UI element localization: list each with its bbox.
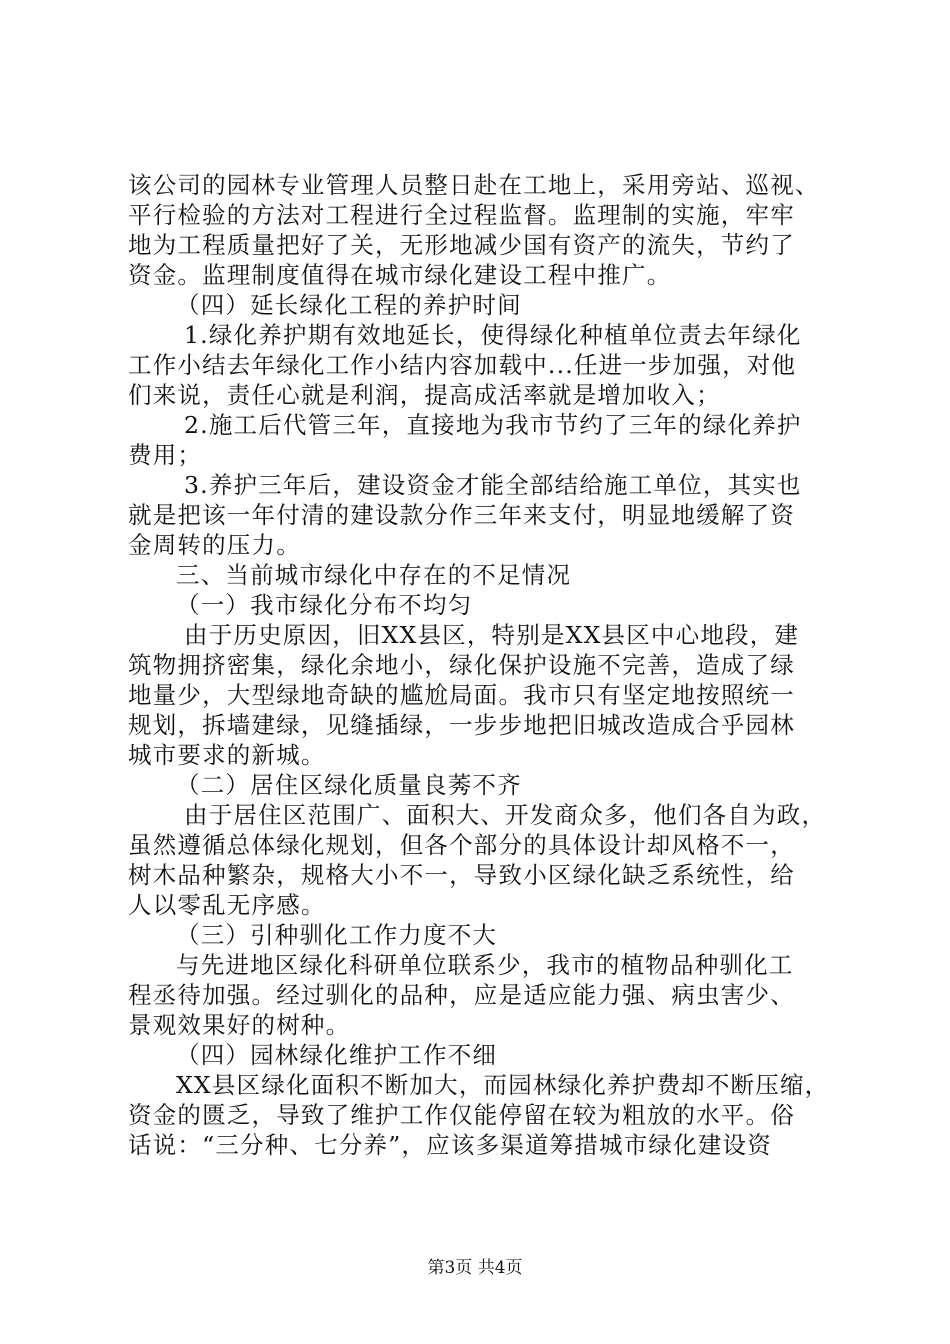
section-heading: 三、当前城市绿化中存在的不足情况 [176,561,572,589]
list-item: 1.绿化养护期有效地延长，使得绿化种植单位责去年绿化 [184,321,802,349]
list-item: 2.施工后代管三年，直接地为我市节约了三年的绿化养护 [184,411,802,439]
paragraph-start: 与先进地区绿化科研单位联系少，我市的植物品种驯化工 [176,951,794,979]
text-line: 就是把该一年付清的建设款分作三年来支付，明显地缓解了资 [128,501,795,529]
text-line: 们来说，责任心就是利润，提高成活率就是增加收入； [128,381,721,409]
page-number-footer: 第3页 共4页 [427,1258,523,1278]
text-line: 城市要求的新城。 [128,741,326,769]
section-heading: （四）延长绿化工程的养护时间 [176,291,522,319]
text-line: 人以零乱无序感。 [128,891,326,919]
text-line: 话说：“三分种、七分养”，应该多渠道筹措城市绿化建设资 [128,1131,772,1159]
text-line: 景观效果好的树种。 [128,1011,351,1039]
text-line: 规划，拆墙建绿，见缝插绿，一步步地把旧城改造成合乎园林 [128,711,795,739]
subsection-heading: （四）园林绿化维护工作不细 [176,1041,498,1069]
text-line: 该公司的园林专业管理人员整日赴在工地上，采用旁站、巡视、 [128,171,820,199]
text-line: 资金的匮乏，导致了维护工作仅能停留在较为粗放的水平。俗 [128,1101,795,1129]
text-line: 平行检验的方法对工程进行全过程监督。监理制的实施，牢牢 [128,201,795,229]
text-line: 虽然遵循总体绿化规划，但各个部分的具体设计却风格不一， [128,831,795,859]
text-line: 资金。监理制度值得在城市绿化建设工程中推广。 [128,261,672,289]
list-item: 3.养护三年后，建设资金才能全部结给施工单位，其实也 [184,471,802,499]
paragraph-start: 由于历史原因，旧XX县区，特别是XX县区中心地段，建 [184,621,800,649]
text-line: 费用； [128,441,203,469]
text-line: 金周转的压力。 [128,531,301,559]
text-line: 筑物拥挤密集，绿化余地小，绿化保护设施不完善，造成了绿 [128,651,795,679]
text-line: 地量少，大型绿地奇缺的尴尬局面。我市只有坚定地按照统一 [128,681,795,709]
text-line: 程丞待加强。经过驯化的品种，应是适应能力强、病虫害少、 [128,981,795,1009]
subsection-heading: （二）居住区绿化质量良莠不齐 [176,771,522,799]
text-line: 树木品种繁杂，规格大小不一，导致小区绿化缺乏系统性，给 [128,861,795,889]
paragraph-start: 由于居住区范围广、面积大、开发商众多，他们各自为政， [184,801,827,829]
subsection-heading: （三）引种驯化工作力度不大 [176,921,498,949]
paragraph-start: XX县区绿化面积不断加大，而园林绿化养护费却不断压缩， [176,1071,830,1099]
text-line: 工作小结去年绿化工作小结内容加载中...任进一步加强，对他 [128,351,797,379]
subsection-heading: （一）我市绿化分布不均匀 [176,591,473,619]
text-line: 地为工程质量把好了关，无形地减少国有资产的流失，节约了 [128,231,795,259]
